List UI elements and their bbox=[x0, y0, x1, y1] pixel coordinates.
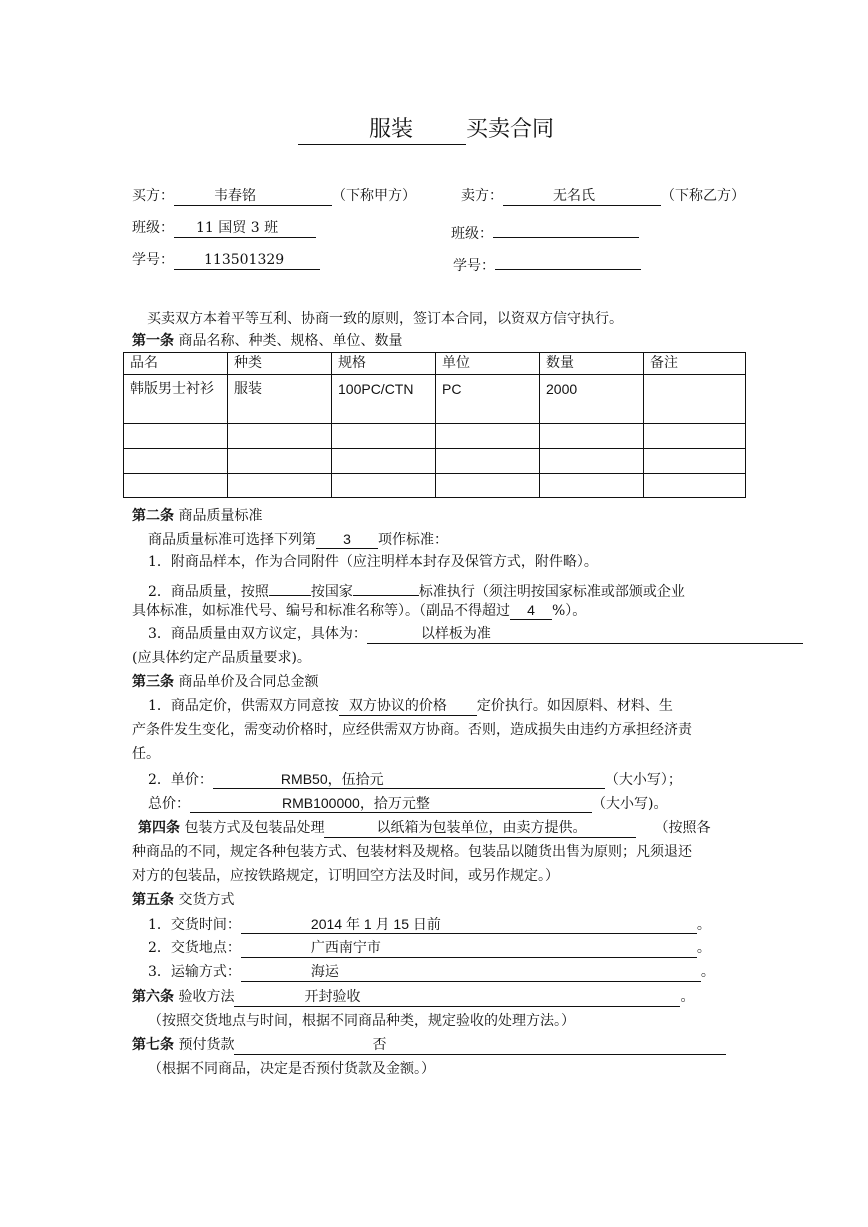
unit-price-value: RMB50，伍拾元 bbox=[213, 770, 605, 789]
item2-text-c: 标准执行（须注明按国家标准或部颁或企业 bbox=[418, 584, 685, 600]
article-3-p1-end: 任。 bbox=[132, 746, 160, 762]
article-5-heading bbox=[132, 891, 234, 909]
total-price-value: RMB100000，拾万元整 bbox=[190, 794, 592, 813]
article-2-item2-cont bbox=[132, 601, 586, 620]
article-1-text: 商品名称、种类、规格、单位、数量 bbox=[178, 333, 403, 349]
article-7-num: 第七条 bbox=[132, 1037, 174, 1053]
defect-rate-value: 4 bbox=[510, 601, 552, 620]
delivery-place-period: 。 bbox=[696, 940, 711, 956]
seller-alias: （下称乙方） bbox=[661, 188, 745, 204]
item2-text-a: 2．商品质量，按照 bbox=[148, 584, 269, 600]
cell-note bbox=[644, 375, 746, 424]
item2-blank2 bbox=[353, 577, 419, 596]
quality-spec-value: 以样板为准 bbox=[367, 625, 803, 644]
cell-type: 服装 bbox=[228, 375, 332, 424]
article-6-num: 第六条 bbox=[132, 989, 174, 1005]
goods-table bbox=[123, 352, 746, 498]
total-price-label: 总价： bbox=[148, 796, 190, 812]
delivery-place-line bbox=[148, 939, 711, 958]
article-2-item3-note: (应具体约定产品质量要求)。 bbox=[132, 650, 311, 666]
inspection-value: 开封验收 bbox=[234, 988, 680, 1007]
buyer-label: 买方： bbox=[132, 188, 174, 204]
article-2-heading bbox=[132, 507, 262, 525]
cell-name: 韩版男士衬衫 bbox=[124, 375, 228, 424]
article-4-num: 第四条 bbox=[138, 820, 180, 836]
seller-label: 卖方： bbox=[461, 188, 503, 204]
buyer-class-line bbox=[132, 219, 316, 238]
quality-choice-text: 商品质量标准可选择下列第 bbox=[148, 532, 316, 548]
article-3-p1 bbox=[148, 697, 673, 716]
cell-unit: PC bbox=[436, 375, 540, 424]
header-note: 备注 bbox=[644, 353, 746, 375]
prepayment-value: 否 bbox=[234, 1036, 726, 1055]
transport-line bbox=[148, 963, 715, 982]
table-row-empty bbox=[124, 474, 746, 498]
buyer-name: 韦春铭 bbox=[174, 187, 332, 206]
table-row bbox=[124, 375, 746, 424]
buyer-alias: （下称甲方） bbox=[332, 188, 416, 204]
article-3-p1-cont: 产条件发生变化，需变动价格时，应经供需双方协商。否则，造成损失由违约方承担经济责 bbox=[132, 722, 692, 738]
packaging-value: 以纸箱为包装单位，由卖方提供。 bbox=[324, 819, 636, 838]
item3-text: 3．商品质量由双方议定，具体为： bbox=[148, 626, 367, 642]
article-2-item2 bbox=[148, 577, 685, 601]
buyer-class-label: 班级： bbox=[132, 220, 174, 236]
seller-class bbox=[493, 219, 639, 238]
article-6-text: 验收方法 bbox=[178, 989, 235, 1005]
cell-spec: 100PC/CTN bbox=[332, 375, 436, 424]
buyer-id: 113501329 bbox=[174, 251, 320, 270]
article-7-note: （根据不同商品，决定是否预付货款及金额。） bbox=[148, 1061, 435, 1077]
header-unit: 单位 bbox=[436, 353, 540, 375]
article-2-line0 bbox=[148, 530, 448, 549]
article-4-line2: 种商品的不同，规定各种包装方式、包装材料及规格。包装品以随货出售为原则；凡须退还 bbox=[132, 844, 692, 860]
article-2-text: 商品质量标准 bbox=[178, 508, 263, 524]
p1-text-b: 定价执行。如因原料、材料、生 bbox=[476, 698, 673, 714]
total-price-line bbox=[148, 794, 667, 813]
seller-id bbox=[495, 251, 641, 270]
inspection-period: 。 bbox=[680, 989, 695, 1005]
buyer-id-label: 学号： bbox=[132, 252, 174, 268]
seller-class-label: 班级： bbox=[451, 226, 493, 242]
delivery-place-label: 2．交货地点： bbox=[148, 940, 241, 956]
article-3-heading bbox=[132, 673, 318, 691]
title-suffix: 买卖合同 bbox=[466, 117, 555, 142]
seller-class-line bbox=[451, 219, 639, 243]
unit-price-line bbox=[148, 770, 682, 789]
p1-text-a: 1．商品定价，供需双方同意按 bbox=[148, 698, 339, 714]
seller-line bbox=[461, 187, 745, 206]
seller-id-line bbox=[453, 251, 641, 275]
unit-price-label: 2．单价： bbox=[148, 772, 213, 788]
title-product: 服装 bbox=[298, 116, 466, 145]
buyer-id-line bbox=[132, 251, 320, 270]
seller-id-label: 学号： bbox=[453, 258, 495, 274]
article-2-item1: 1．附商品样本，作为合同附件（应注明样本封存及保管方式，附件略）。 bbox=[148, 554, 598, 570]
article-4-line3: 对方的包装品，应按铁路规定，订明回空方法及时间，或另作规定。） bbox=[132, 868, 559, 884]
buyer-line bbox=[132, 187, 416, 206]
article-1-heading bbox=[132, 332, 402, 350]
unit-price-suffix: （大小写）； bbox=[604, 772, 682, 788]
article-1-num: 第一条 bbox=[132, 333, 174, 349]
item2-text-e: %）。 bbox=[552, 603, 587, 619]
article-7-text: 预付货款 bbox=[178, 1037, 235, 1053]
transport-label: 3．运输方式： bbox=[148, 964, 241, 980]
table-row-empty bbox=[124, 424, 746, 449]
delivery-time-line bbox=[148, 915, 711, 934]
article-4-heading bbox=[138, 819, 710, 838]
article-6-heading bbox=[132, 988, 694, 1007]
article-3-num: 第三条 bbox=[132, 674, 174, 690]
delivery-place-value: 广西南宁市 bbox=[241, 939, 697, 958]
table-header-row bbox=[124, 353, 746, 375]
article-2-num: 第二条 bbox=[132, 508, 174, 524]
intro-text: 买卖双方本着平等互利、协商一致的原则，签订本合同，以资双方信守执行。 bbox=[147, 311, 623, 327]
delivery-time-label: 1．交货时间： bbox=[148, 917, 241, 933]
cell-qty: 2000 bbox=[540, 375, 644, 424]
item2-text-b: 按国家 bbox=[310, 584, 353, 600]
delivery-time-value: 2014 年 1 月 15 日前 bbox=[241, 915, 697, 934]
contract-title bbox=[298, 116, 554, 145]
article-2-item3 bbox=[148, 625, 803, 644]
article-5-num: 第五条 bbox=[132, 892, 174, 908]
item2-text-d: 具体标准，如标准代号、编号和标准名称等）。（副品不得超过 bbox=[132, 603, 510, 619]
delivery-time-period: 。 bbox=[696, 917, 711, 933]
header-name: 品名 bbox=[124, 353, 228, 375]
quality-choice-suffix: 项作标准： bbox=[378, 532, 448, 548]
transport-value: 海运 bbox=[241, 963, 701, 982]
header-qty: 数量 bbox=[540, 353, 644, 375]
article-5-text: 交货方式 bbox=[178, 892, 235, 908]
article-4-text: 包装方式及包装品处理 bbox=[184, 820, 325, 836]
transport-period: 。 bbox=[700, 964, 715, 980]
header-spec: 规格 bbox=[332, 353, 436, 375]
header-type: 种类 bbox=[228, 353, 332, 375]
seller-name: 无名氏 bbox=[503, 187, 661, 206]
article-6-note: （按照交货地点与时间，根据不同商品种类，规定验收的处理方法。） bbox=[148, 1013, 575, 1029]
table-row-empty bbox=[124, 449, 746, 474]
total-price-suffix: （大小写)。 bbox=[592, 796, 668, 812]
article-3-text: 商品单价及合同总金额 bbox=[178, 674, 319, 690]
buyer-class: 11 国贸 3 班 bbox=[174, 219, 316, 238]
item2-blank1 bbox=[269, 577, 311, 596]
pricing-basis-value: 双方协议的价格 bbox=[339, 697, 477, 716]
article-4-tail: （按照各 bbox=[654, 820, 711, 836]
quality-choice-value: 3 bbox=[316, 530, 378, 549]
article-7-heading bbox=[132, 1036, 726, 1055]
